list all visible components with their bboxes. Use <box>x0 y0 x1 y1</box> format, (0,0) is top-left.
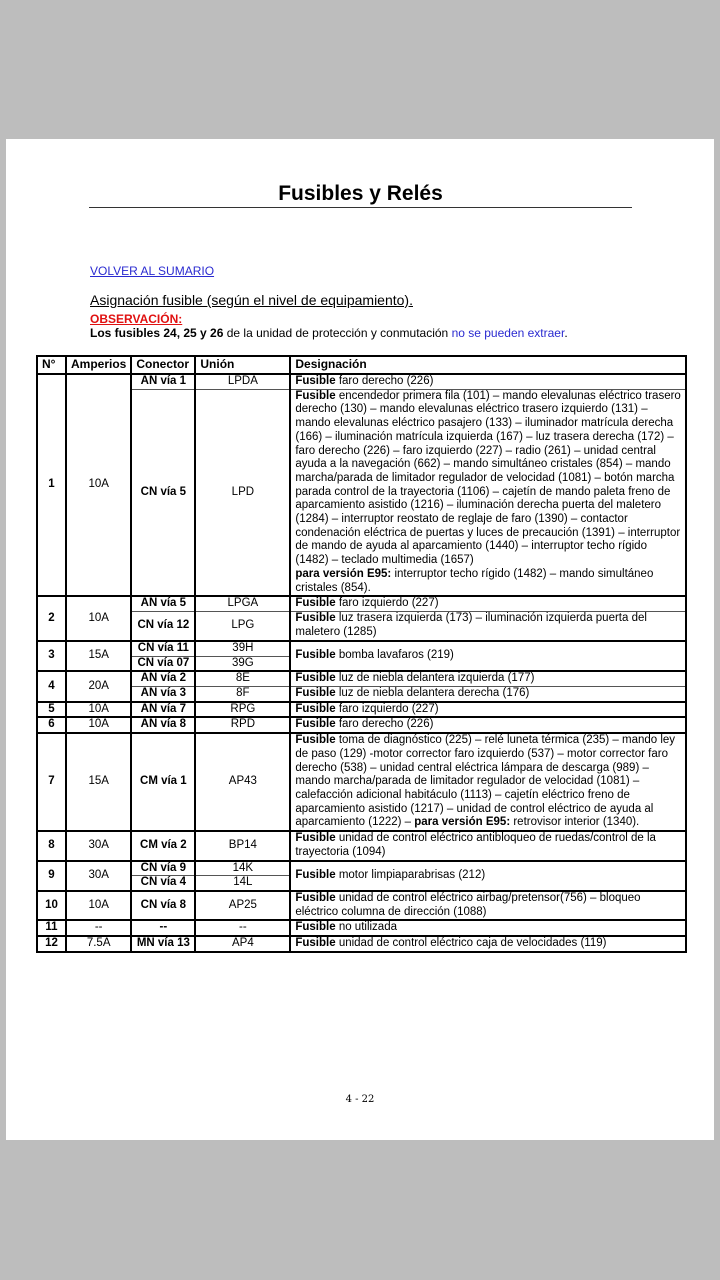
designation-text: faro izquierdo (227) <box>335 597 439 610</box>
table-row <box>37 861 686 876</box>
fuse-amperage: 10A <box>66 374 131 596</box>
fuse-amperage: 30A <box>66 861 131 891</box>
fuse-designation <box>290 891 686 920</box>
fuse-connector: AN vía 5 <box>131 596 195 611</box>
table-row <box>37 717 686 733</box>
fuse-number: 9 <box>37 861 66 891</box>
fuse-table <box>36 355 687 953</box>
fuse-connector: -- <box>131 920 195 936</box>
fuse-connector: CN vía 12 <box>131 611 195 641</box>
designation-text: faro derecho (226) <box>335 718 434 731</box>
designation-text: toma de diagnóstico (225) – relé luneta térmica (235) – mando ley de paso (129) -motor corrector faro izquierdo (537) – motor corrector faro derecho (538) – unidad central eléctrica lámpara de descarga (989) – mando marcha/parada de limitador regulador de velocidad (1081) – calefacción adicional habitáculo (1113) – cajetín eléctrico freno de aparcamiento asistido (1217) – unidad de control eléctrico de ayuda al aparcamiento (1222) – <box>295 734 676 829</box>
fuse-number: 12 <box>37 936 66 952</box>
header-designacion: Designación <box>290 356 686 374</box>
fuse-amperage: 7.5A <box>66 936 131 952</box>
designation-text: luz de niebla delantera izquierda (177) <box>335 672 535 685</box>
fuse-amperage: 15A <box>66 733 131 831</box>
fuse-designation <box>290 641 686 671</box>
observation-normal: de la unidad de protección y conmutación <box>223 326 452 340</box>
fuse-designation <box>290 920 686 936</box>
fuse-amperage: 10A <box>66 717 131 733</box>
observation-highlight: no se pueden extraer <box>451 326 565 340</box>
designation-bold: Fusible <box>295 921 336 934</box>
designation-bold-version: para versión E95: <box>295 567 392 580</box>
designation-bold: Fusible <box>295 734 336 747</box>
fuse-connector: CN vía 07 <box>131 656 195 671</box>
designation-bold: Fusible <box>295 375 336 387</box>
designation-text: motor limpiaparabrisas (212) <box>335 868 486 881</box>
fuse-amperage: 10A <box>66 891 131 920</box>
fuse-amperage: 30A <box>66 831 131 860</box>
fuse-union: LPDA <box>195 374 290 389</box>
designation-bold: Fusible <box>295 687 336 700</box>
fuse-union: 14L <box>195 876 290 891</box>
designation-bold: Fusible <box>295 891 336 904</box>
designation-text: unidad de control eléctrico airbag/pretensor(756) – bloqueo eléctrico columna de dirección (1088) <box>295 891 641 918</box>
fuse-connector: AN vía 8 <box>131 717 195 733</box>
document-page <box>6 139 714 1140</box>
fuse-designation <box>290 936 686 952</box>
fuse-connector: CN vía 8 <box>131 891 195 920</box>
designation-bold: Fusible <box>295 718 336 731</box>
fuse-number: 4 <box>37 671 66 701</box>
designation-bold: Fusible <box>295 832 336 845</box>
table-row <box>37 831 686 860</box>
fuse-designation <box>290 374 686 389</box>
fuse-connector: CN vía 11 <box>131 641 195 656</box>
fuse-amperage: 10A <box>66 702 131 718</box>
fuse-connector: CN vía 4 <box>131 876 195 891</box>
designation-bold: Fusible <box>295 868 336 881</box>
designation-bold: Fusible <box>295 937 336 950</box>
page-title: Fusibles y Relés <box>278 182 443 205</box>
table-row <box>37 891 686 920</box>
fuse-designation <box>290 611 686 641</box>
designation-text: unidad de control eléctrico antibloqueo de ruedas/control de la trayectoria (1094) <box>295 832 656 858</box>
designation-bold: Fusible <box>295 389 336 402</box>
fuse-union: 8F <box>195 687 290 702</box>
fuse-union: AP25 <box>195 891 290 920</box>
fuse-connector: MN vía 13 <box>131 936 195 952</box>
fuse-union: RPD <box>195 717 290 733</box>
fuse-amperage: 20A <box>66 671 131 701</box>
fuse-union: RPG <box>195 702 290 718</box>
table-row <box>37 671 686 686</box>
fuse-amperage: -- <box>66 920 131 936</box>
fuse-union: LPD <box>195 389 290 596</box>
fuse-number: 11 <box>37 920 66 936</box>
designation-text: no utilizada <box>335 921 397 934</box>
fuse-union: 14K <box>195 861 290 876</box>
observation-text <box>90 326 568 340</box>
fuse-number: 6 <box>37 717 66 733</box>
fuse-union: AP4 <box>195 936 290 952</box>
fuse-number: 2 <box>37 596 66 641</box>
designation-bold: Fusible <box>295 672 336 685</box>
page-number: 4 - 22 <box>345 1094 375 1105</box>
fuse-number: 10 <box>37 891 66 920</box>
designation-text: faro izquierdo (227) <box>335 702 439 715</box>
fuse-designation <box>290 733 686 831</box>
designation-text: faro derecho (226) <box>335 375 434 387</box>
designation-text: unidad de control eléctrico caja de velocidades (119) <box>335 937 607 950</box>
fuse-designation <box>290 717 686 733</box>
observation-label: OBSERVACIÓN: <box>90 312 183 326</box>
designation-text: luz de niebla delantera derecha (176) <box>335 687 530 700</box>
fuse-designation <box>290 702 686 718</box>
designation-text: encendedor primera fila (101) – mando elevalunas eléctrico trasero derecho (130) – mando elevalunas eléctrico trasero izquierdo (131) – mando elevalunas eléctrico pasajero (133) – iluminador matrícula derecha (166) – iluminación matrícula izquierda (167) – luz trasera derecha (172) – faro derecho (226) – faro izquierdo (227) – radio (261) – unidad central ayuda a la navegación (662) – mando simultáneo cristales (854) – mando marcha/parada de limitador regulador de velocidad (1081) – botón marcha parada control de la trayectoria (1106) – cajetín de mando paleta freno de aparcamiento asistido (1216) – iluminación derecha puerta del maletero (1284) – interruptor reostato de reglaje de faro (1390) – contactor condenación eléctrica de puertas y luces de precaución (1391) – interruptor de mando de ayuda al aparcamiento (1440) – interruptor techo rígido (1482) – teclado multimedia (1657) <box>295 389 681 567</box>
fuse-connector: AN vía 7 <box>131 702 195 718</box>
designation-bold: Fusible <box>295 597 336 610</box>
fuse-number: 5 <box>37 702 66 718</box>
section-subtitle: Asignación fusible (según el nivel de equipamiento). <box>90 292 413 308</box>
designation-bold: Fusible <box>295 649 336 662</box>
fuse-number: 1 <box>37 374 66 596</box>
designation-text: bomba lavafaros (219) <box>335 649 454 662</box>
table-row <box>37 687 686 702</box>
table-row <box>37 920 686 936</box>
header-union: Unión <box>195 356 290 374</box>
fuse-connector: AN vía 3 <box>131 687 195 702</box>
fuse-union: 39H <box>195 641 290 656</box>
table-row <box>37 389 686 596</box>
fuse-union: AP43 <box>195 733 290 831</box>
table-row <box>37 611 686 641</box>
table-row <box>37 596 686 611</box>
fuse-amperage: 15A <box>66 641 131 671</box>
observation-end: . <box>564 326 568 340</box>
designation-text-version: retrovisor interior (1340). <box>510 816 640 829</box>
fuse-designation <box>290 671 686 686</box>
fuse-union: LPG <box>195 611 290 641</box>
fuse-union: LPGA <box>195 596 290 611</box>
fuse-connector: CN vía 5 <box>131 389 195 596</box>
designation-bold: Fusible <box>295 702 336 715</box>
fuse-designation <box>290 687 686 702</box>
header-amperios: Amperios <box>66 356 131 374</box>
table-row <box>37 374 686 389</box>
fuse-union: -- <box>195 920 290 936</box>
header-n: N° <box>37 356 66 374</box>
fuse-designation <box>290 389 686 596</box>
back-to-summary-link[interactable]: VOLVER AL SUMARIO <box>90 264 215 278</box>
fuse-union: 39G <box>195 656 290 671</box>
table-row <box>37 702 686 718</box>
fuse-designation <box>290 596 686 611</box>
designation-text: luz trasera izquierda (173) – iluminación izquierda puerta del maletero (1285) <box>295 612 647 638</box>
table-row <box>37 936 686 952</box>
table-row <box>37 641 686 656</box>
fuse-union: BP14 <box>195 831 290 860</box>
fuse-number: 8 <box>37 831 66 860</box>
designation-bold: Fusible <box>295 612 336 625</box>
fuse-number: 3 <box>37 641 66 671</box>
fuse-connector: CM vía 1 <box>131 733 195 831</box>
title-divider <box>89 207 632 208</box>
fuse-designation <box>290 861 686 891</box>
observation-bold: Los fusibles 24, 25 y 26 <box>90 326 224 340</box>
fuse-connector: CM vía 2 <box>131 831 195 860</box>
fuse-connector: AN vía 2 <box>131 671 195 686</box>
fuse-union: 8E <box>195 671 290 686</box>
fuse-connector: CN vía 9 <box>131 861 195 876</box>
designation-bold-version: para versión E95: <box>414 816 511 829</box>
fuse-designation <box>290 831 686 860</box>
fuse-connector: AN vía 1 <box>131 374 195 389</box>
designation-text-version: interruptor techo rígido (1482) – mando simultáneo cristales (854). <box>295 567 654 594</box>
fuse-number: 7 <box>37 733 66 831</box>
fuse-amperage: 10A <box>66 596 131 641</box>
table-row <box>37 733 686 831</box>
table-header-row <box>37 356 686 374</box>
header-conector: Conector <box>131 356 195 374</box>
